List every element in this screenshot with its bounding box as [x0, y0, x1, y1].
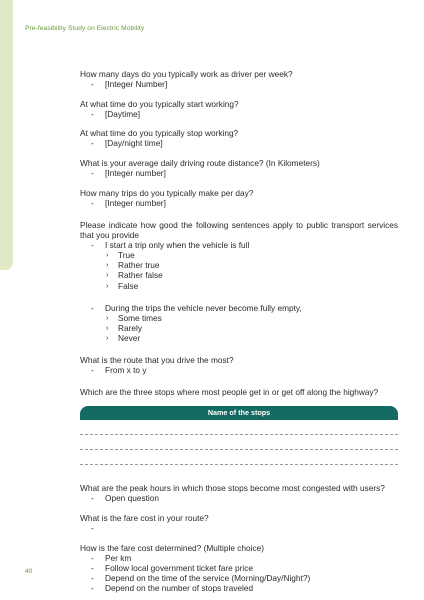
- answer-text: From x to y: [105, 365, 147, 376]
- question-text: Please indicate how good the following sentences apply to public transport services that you provide: [80, 219, 398, 241]
- stops-table-row: [80, 435, 398, 450]
- answer-item: [80, 553, 398, 563]
- question-text: What is your average daily driving route distance? (In Kilometers): [80, 158, 320, 169]
- stops-table-header: Name of the stops: [80, 406, 398, 420]
- answer-item: [80, 523, 398, 533]
- option-text: Rather true: [118, 260, 160, 271]
- arrow-marker: ›: [106, 332, 109, 342]
- dash-marker: -: [91, 302, 94, 313]
- answer-text: Depend on the number of stops traveled: [105, 583, 254, 593]
- dash-marker: -: [91, 562, 94, 573]
- option-text: False: [118, 280, 139, 291]
- question-text: How many trips do you typically make per day?: [80, 187, 254, 198]
- arrow-marker: ›: [106, 260, 109, 270]
- option-text: Rarely: [118, 322, 142, 333]
- statement-item: [80, 303, 398, 313]
- question-text: At what time do you typically stop working?: [80, 128, 239, 139]
- answer-text: [Integer Number]: [105, 79, 168, 90]
- dash-marker: -: [91, 240, 94, 251]
- dash-marker: -: [91, 168, 94, 179]
- statement-text: During the trips the vehicle never become fully empty,: [105, 302, 302, 313]
- option-item: [80, 281, 398, 291]
- answer-text: Per km: [105, 552, 132, 563]
- option-text: Rather false: [118, 270, 163, 281]
- option-item: [80, 333, 398, 343]
- arrow-marker: ›: [106, 270, 109, 280]
- stops-table-row: [80, 450, 398, 465]
- answer-text: [Day/night time]: [105, 138, 163, 149]
- dash-marker: -: [91, 583, 94, 593]
- answer-text: Open question: [105, 493, 159, 504]
- answer-text: [Daytime]: [105, 108, 141, 119]
- answer-item: [80, 138, 398, 148]
- answer-item: [80, 109, 398, 119]
- question-text: How many days do you typically work as driver per week?: [80, 69, 293, 79]
- dash-marker: -: [91, 552, 94, 563]
- page-number: 40: [25, 568, 33, 575]
- option-item: [80, 260, 398, 270]
- side-accent-bar: [0, 0, 13, 270]
- answer-item: [80, 168, 398, 178]
- option-text: True: [118, 250, 135, 261]
- question-text: Which are the three stops where most people get in or get off along the highway?: [80, 387, 379, 398]
- stops-table: [80, 406, 398, 465]
- dash-marker: -: [91, 493, 94, 504]
- dash-marker: -: [91, 197, 94, 208]
- arrow-marker: ›: [106, 280, 109, 290]
- answer-text: [Integer number]: [105, 168, 166, 179]
- question-text: What is the route that you drive the most?: [80, 354, 234, 365]
- dash-marker: -: [91, 79, 94, 90]
- statement-item: [80, 240, 398, 250]
- option-item: [80, 313, 398, 323]
- dash-marker: -: [91, 365, 94, 376]
- answer-item: [80, 79, 398, 89]
- question-text: What are the peak hours in which those stops become most congested with users?: [80, 483, 385, 494]
- answer-item: [80, 563, 398, 573]
- answer-item: [80, 493, 398, 503]
- question-text: At what time do you typically start working?: [80, 98, 239, 109]
- option-item: [80, 250, 398, 260]
- questionnaire-body: [80, 69, 398, 593]
- answer-item: [80, 583, 398, 593]
- dash-marker: -: [91, 572, 94, 583]
- answer-item: [80, 573, 398, 583]
- answer-text: Follow local government ticket fare price: [105, 562, 254, 573]
- dash-marker: -: [91, 523, 94, 534]
- arrow-marker: ›: [106, 250, 109, 260]
- option-text: Some times: [118, 312, 162, 323]
- arrow-marker: ›: [106, 322, 109, 332]
- dash-marker: -: [91, 108, 94, 119]
- answer-item: [80, 198, 398, 208]
- question-text: What is the fare cost in your route?: [80, 512, 209, 523]
- arrow-marker: ›: [106, 312, 109, 322]
- dash-marker: -: [91, 138, 94, 149]
- option-text: Never: [118, 332, 141, 343]
- answer-text: Depend on the time of the service (Morning/Day/Night?): [105, 572, 311, 583]
- answer-item: [80, 365, 398, 375]
- answer-text: [Integer number]: [105, 197, 166, 208]
- option-item: [80, 323, 398, 333]
- page-header: Pre-feasibility Study on Electric Mobility: [25, 25, 145, 32]
- stops-table-row: [80, 420, 398, 435]
- question-text: How is the fare cost determined? (Multiple choice): [80, 542, 264, 553]
- option-item: [80, 270, 398, 280]
- statement-text: I start a trip only when the vehicle is full: [105, 240, 250, 251]
